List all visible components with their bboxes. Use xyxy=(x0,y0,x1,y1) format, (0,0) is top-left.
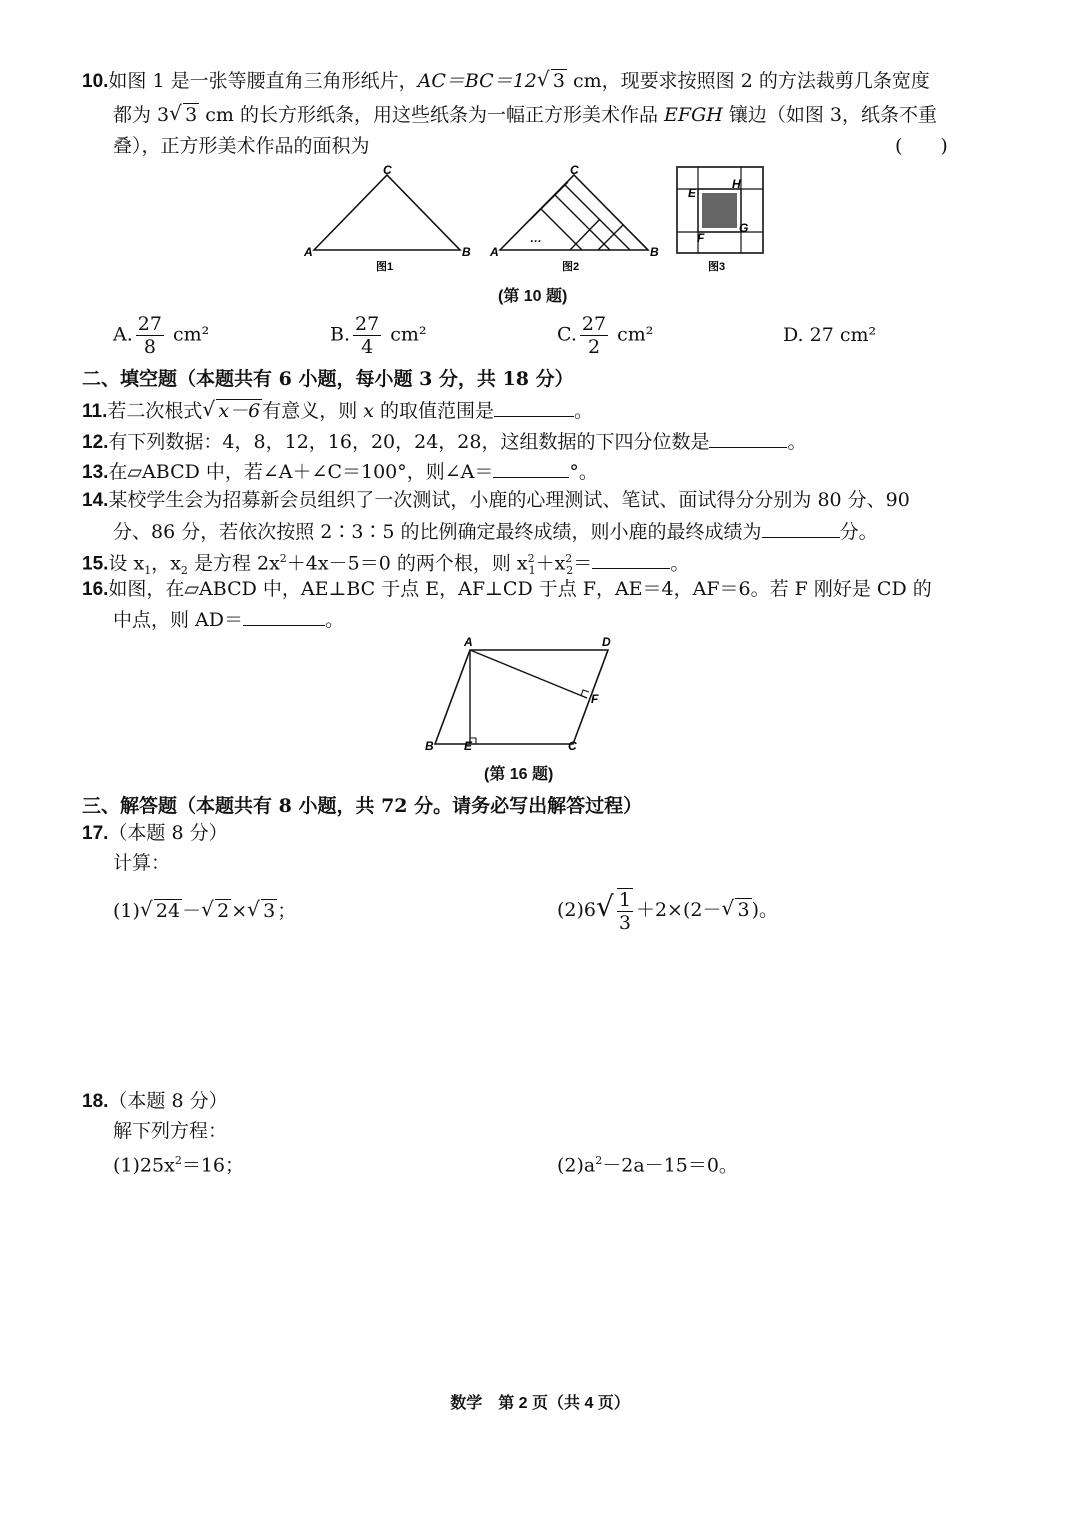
q10-line3: 叠），正方形美术作品的面积为 xyxy=(113,135,370,157)
q13-answer-blank[interactable] xyxy=(493,457,569,478)
fig2-cut-2 xyxy=(565,185,630,250)
q16-parallelogram xyxy=(435,650,608,744)
q11: 11.若二次根式√ x－6 有意义，则 x 的取值范围是 。 xyxy=(82,396,593,425)
q18-part1: $(1)25x^2=16$； xyxy=(113,1154,244,1177)
fig2-strip-1 xyxy=(530,195,610,250)
q16-figure xyxy=(420,632,620,754)
q16-line1: 16.如图，在▱ABCD 中，AE⊥BC 于点 E，AF⊥CD 于点 F，AE＝4，AF＝6。若 F 刚好是 CD 的 xyxy=(82,578,932,600)
page-footer: 数学 第 2 页（共 4 页） xyxy=(450,1395,630,1412)
fig3-label-G: G xyxy=(739,221,749,235)
q10-number: 10. xyxy=(82,71,109,92)
answer-paren: ( ) xyxy=(895,135,948,157)
fig1-label-B: B xyxy=(462,245,471,259)
option-a[interactable]: A. $\frac{27}{8}$ cm² xyxy=(113,313,210,358)
q16-label-B: B xyxy=(425,739,434,753)
q11-answer-blank[interactable] xyxy=(494,396,574,417)
q15-answer-blank[interactable] xyxy=(592,548,670,569)
fig1-caption: 图1 xyxy=(376,261,394,273)
fig2-cut-3 xyxy=(570,219,600,250)
q16-label-F: F xyxy=(591,692,599,706)
q17-prompt: 计算： xyxy=(113,852,171,874)
q10-figure-caption: (第 10 题) xyxy=(498,288,568,305)
q13: 13.在▱ABCD 中，若∠A＋∠C＝100°，则∠A＝ °。 xyxy=(82,457,598,486)
q17-header: 17.（本题 8 分） xyxy=(82,822,228,844)
q14-line2: 分、86 分，若依次按照 2∶3∶5 的比例确定最终成绩，则小鹿的最终成绩为 分。 xyxy=(113,517,878,545)
fig1-triangle xyxy=(314,175,460,250)
figure-1 xyxy=(303,163,471,273)
q16-answer-blank[interactable] xyxy=(243,605,325,626)
q18-part2: $(2)a^2-2a-15=0$。 xyxy=(557,1154,738,1177)
q16-line2: 中点，则 AD＝ 。 xyxy=(113,605,344,633)
q10-line2: 都为 3√ 3 cm 的长方形纸条，用这些纸条为一幅正方形美术作品 EFGH 镶边（如图 3，纸条不重 xyxy=(113,102,937,128)
q16-label-E: E xyxy=(464,739,473,753)
q16-right-angle-F xyxy=(581,690,589,696)
q17-part1: (1)√ 24 －√ 2 ×√ 3 ； xyxy=(113,898,296,924)
q16-label-C: C xyxy=(568,739,577,753)
q18-prompt: 解下列方程： xyxy=(113,1120,228,1142)
q14-answer-blank[interactable] xyxy=(762,517,840,538)
fig1-label-A: A xyxy=(304,245,313,259)
q16-label-D: D xyxy=(602,635,611,649)
section-2-heading: 二、填空题（本题共有 6 小题，每小题 3 分，共 18 分） xyxy=(82,368,574,390)
fig2-dots: … xyxy=(530,231,542,245)
q17-part2: (2)6√ $\frac{1}{3}$ ＋2×(2－√ 3 )。 xyxy=(557,888,778,934)
q12-answer-blank[interactable] xyxy=(709,427,787,448)
fig2-cut-4 xyxy=(598,225,623,250)
option-c[interactable]: C. $\frac{27}{2}$ cm² xyxy=(557,313,654,358)
q18-header: 18.（本题 8 分） xyxy=(82,1090,228,1112)
q10-line1: 10.如图 1 是一张等腰直角三角形纸片，AC＝BC＝12√ 3 cm，现要求按照图 2 的方法裁剪几条宽度 xyxy=(82,68,930,95)
fig3-label-E: E xyxy=(688,186,697,200)
figure-3 xyxy=(677,167,763,273)
q14-line1: 14.某校学生会为招募新会员组织了一次测试，小鹿的心理测试、笔试、面试得分分别为 80 分、90 xyxy=(82,489,910,511)
fig2-caption: 图2 xyxy=(562,261,580,273)
fig3-artwork-square xyxy=(702,193,737,228)
fig2-triangle xyxy=(500,175,648,250)
fig3-caption: 图3 xyxy=(708,261,726,273)
figure-2 xyxy=(489,163,659,273)
q16-label-A: A xyxy=(464,635,473,649)
fig1-label-C: C xyxy=(383,163,392,177)
fig2-label-C: C xyxy=(570,163,579,177)
option-d[interactable]: D. 27 cm² xyxy=(783,324,877,346)
fig3-label-F: F xyxy=(697,231,705,245)
q15: 15.设 $x_1$，$x_2$ 是方程 $2x^2+4x-5=0$ 的两个根，则 $x^2_1+x^2_2=$ 。 xyxy=(82,546,689,584)
fig2-label-B: B xyxy=(650,245,659,259)
q10-figures xyxy=(300,162,780,277)
fig2-label-A: A xyxy=(490,245,499,259)
section-3-heading: 三、解答题（本题共有 8 小题，共 72 分。请务必写出解答过程） xyxy=(82,795,643,817)
q12: 12.有下列数据：4，8，12，16，20，24，28，这组数据的下四分位数是 。 xyxy=(82,427,807,456)
q16-segment-AF xyxy=(470,650,587,698)
fig3-label-H: H xyxy=(732,177,741,191)
option-b[interactable]: B. $\frac{27}{4}$ cm² xyxy=(330,313,427,358)
q16-figure-caption: (第 16 题) xyxy=(484,766,554,783)
